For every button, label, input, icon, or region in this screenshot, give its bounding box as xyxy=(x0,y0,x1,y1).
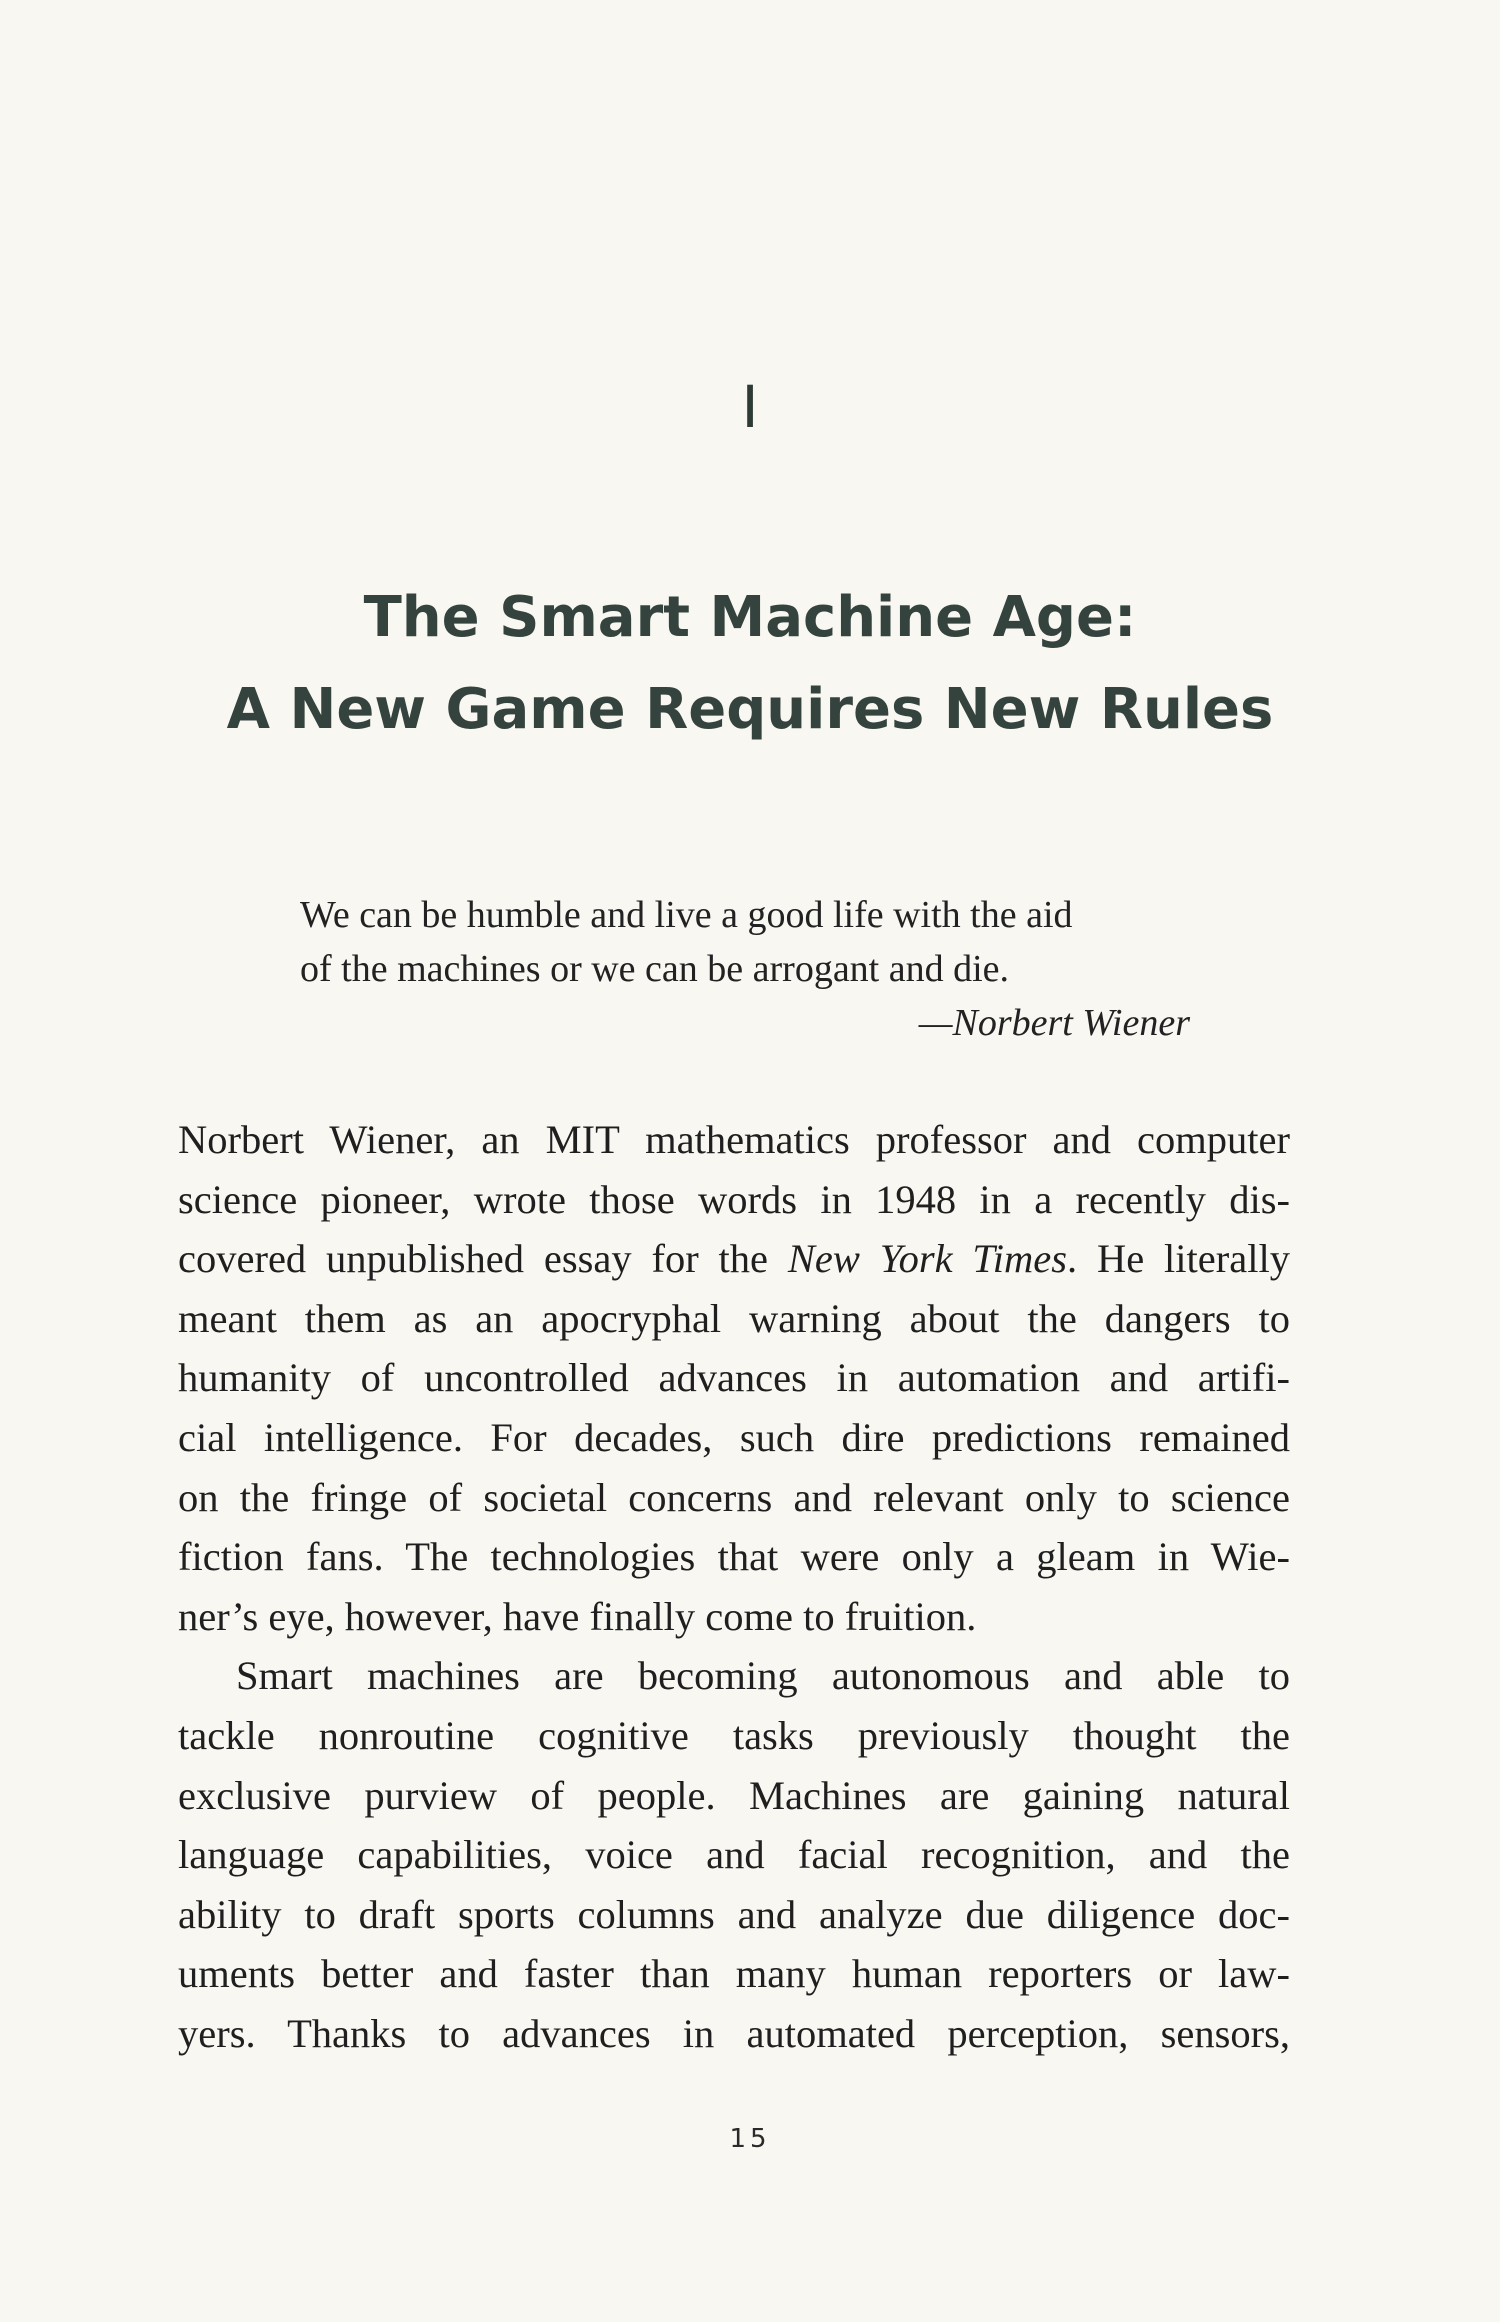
text-line: covered unpublished essay for the New York Times. He literally xyxy=(178,1236,1290,1282)
page-number: 15 xyxy=(729,2124,771,2154)
text-line: ability to draft sports columns and analyze due diligence doc- xyxy=(178,1891,1290,1937)
text-line: yers. Thanks to advances in automated perception, sensors, xyxy=(178,2010,1290,2056)
epigraph xyxy=(300,888,1190,1050)
body-text xyxy=(178,1110,1290,2064)
text-line: exclusive purview of people. Machines are gaining natural xyxy=(178,1772,1290,1818)
publication-title: New York Times xyxy=(787,1236,1067,1282)
text-line: fiction fans. The technologies that were only a gleam in Wie- xyxy=(178,1534,1290,1580)
epigraph-line: We can be humble and live a good life with the aid xyxy=(300,894,1073,936)
chapter-title-line-1: The Smart Machine Age: xyxy=(363,585,1137,650)
epigraph-line: of the machines or we can be arrogant and die. xyxy=(300,948,1010,990)
text-line: Norbert Wiener, an MIT mathematics professor and computer xyxy=(178,1117,1290,1162)
text-line: tackle nonroutine cognitive tasks previously thought the xyxy=(178,1712,1290,1758)
paragraph-2 xyxy=(178,1646,1290,2063)
chapter-title xyxy=(0,572,1500,756)
epigraph-attribution: —Norbert Wiener xyxy=(918,1002,1190,1044)
paragraph-1 xyxy=(178,1110,1290,1646)
text-line: ner’s eye, however, have finally come to fruition. xyxy=(178,1593,977,1639)
chapter-title-line-2: A New Game Requires New Rules xyxy=(226,677,1274,742)
text-line: humanity of uncontrolled advances in automation and artifi- xyxy=(178,1355,1290,1401)
text-line: meant them as an apocryphal warning about the dangers to xyxy=(178,1295,1290,1341)
text-line: Smart machines are becoming autonomous and able to xyxy=(236,1653,1290,1699)
text-line: science pioneer, wrote those words in 1948 in a recently dis- xyxy=(178,1176,1290,1222)
text-line: on the fringe of societal concerns and relevant only to science xyxy=(178,1474,1290,1520)
text-line: language capabilities, voice and facial recognition, and the xyxy=(178,1832,1290,1878)
chapter-number: I xyxy=(741,373,759,441)
text-line: uments better and faster than many human reporters or law- xyxy=(178,1951,1290,1997)
text-line: cial intelligence. For decades, such dire predictions remained xyxy=(178,1414,1290,1460)
